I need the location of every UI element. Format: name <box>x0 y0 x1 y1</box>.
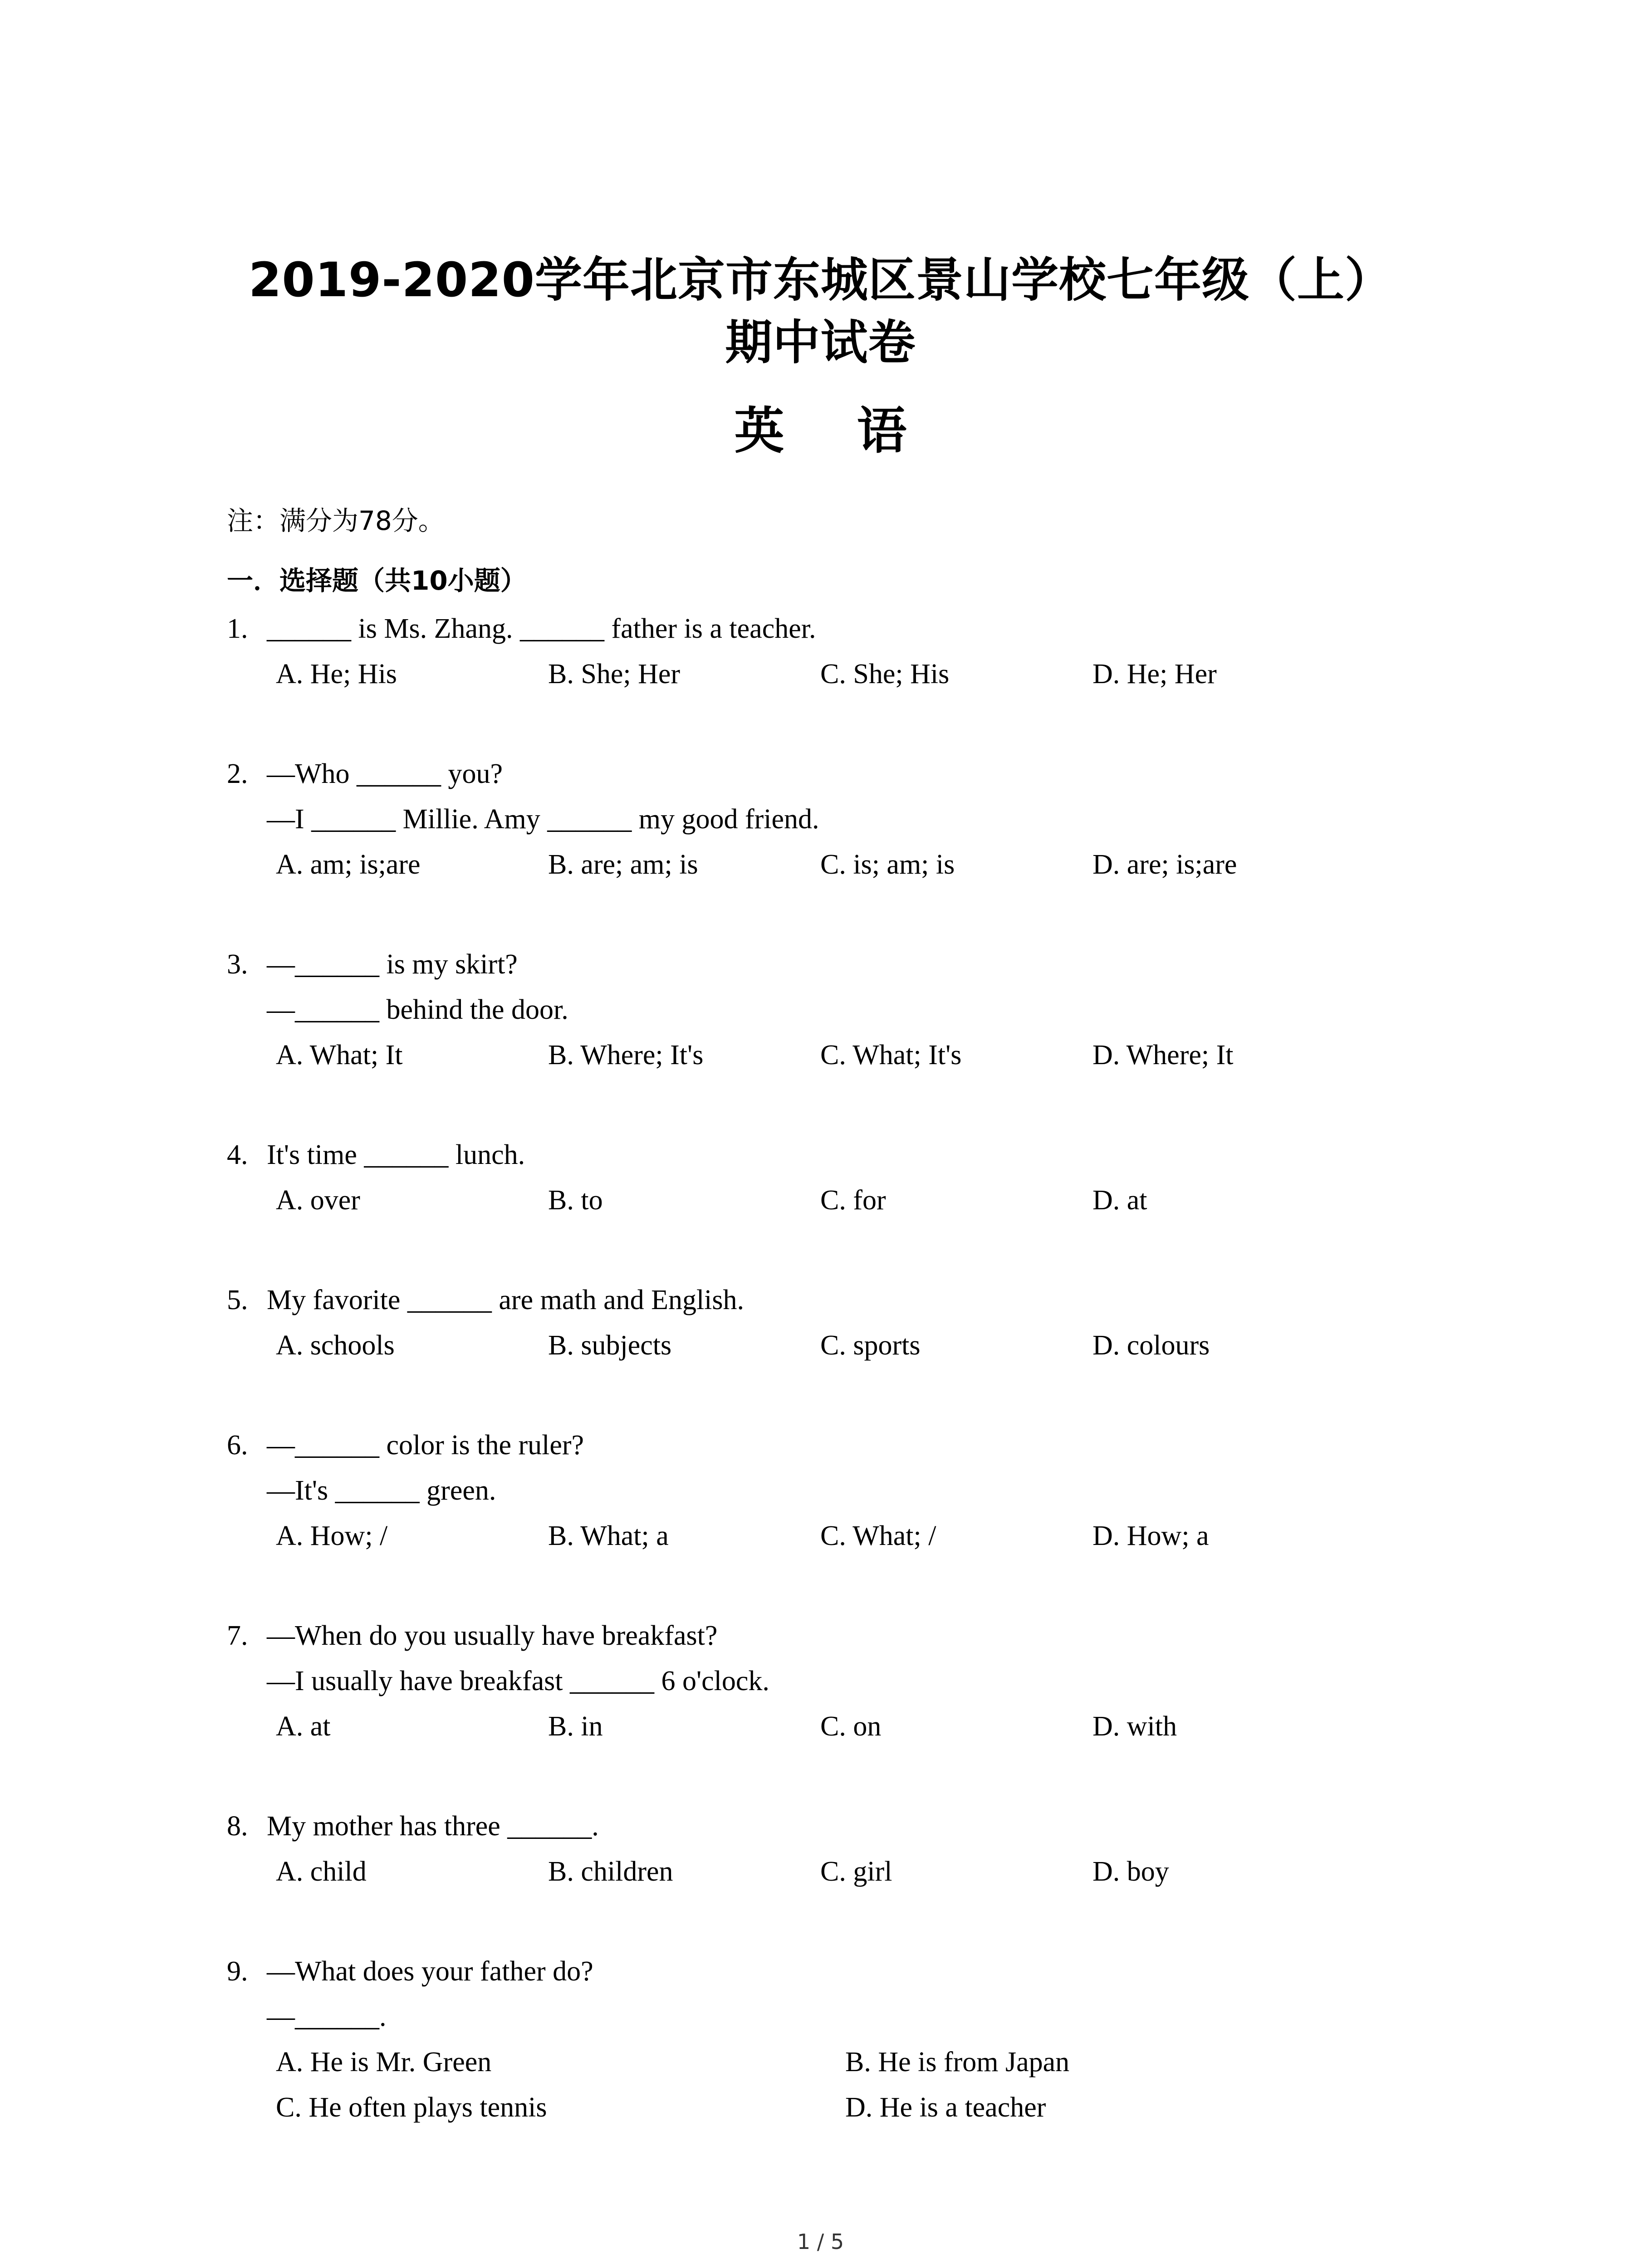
option-c: C. He often plays tennis <box>276 2092 547 2123</box>
option-c: C. is; am; is <box>820 849 955 880</box>
question-number: 9. <box>227 1956 248 1987</box>
question-number: 8. <box>227 1811 248 1842</box>
option-d: D. Where; It <box>1092 1040 1234 1070</box>
question-stem-line-2: —______. <box>267 2001 387 2032</box>
option-b: B. Where; It's <box>548 1040 704 1070</box>
question-number: 7. <box>227 1620 248 1651</box>
option-d: D. He; Her <box>1092 659 1217 689</box>
option-b: B. He is from Japan <box>845 2047 1070 2077</box>
option-d: D. at <box>1092 1185 1147 1216</box>
option-b: B. She; Her <box>548 659 681 689</box>
subject-char-2: 语 <box>857 402 907 460</box>
subject-char-1: 英 <box>734 402 784 460</box>
option-b: B. in <box>548 1711 603 1742</box>
option-d: D. with <box>1092 1711 1177 1742</box>
question-stem-line-2: —It's ______ green. <box>267 1475 496 1506</box>
page-number: 1 / 5 <box>797 2229 844 2254</box>
subject-heading <box>0 399 1641 463</box>
option-a: A. He is Mr. Green <box>276 2047 492 2077</box>
option-c: C. for <box>820 1185 886 1216</box>
question-stem: It's time ______ lunch. <box>267 1139 525 1170</box>
option-c: C. What; It's <box>820 1040 962 1070</box>
question-number: 5. <box>227 1285 248 1315</box>
option-b: B. to <box>548 1185 603 1216</box>
option-a: A. What; It <box>276 1040 403 1070</box>
option-d: D. boy <box>1092 1856 1169 1887</box>
option-d: D. colours <box>1092 1330 1210 1361</box>
option-c: C. She; His <box>820 659 950 689</box>
option-d: D. How; a <box>1092 1520 1209 1551</box>
option-c: C. What; / <box>820 1520 936 1551</box>
option-a: A. child <box>276 1856 367 1887</box>
question-number: 2. <box>227 758 248 789</box>
exam-title: 2019-2020学年北京市东城区景山学校七年级（上）期中试卷 <box>248 252 1393 370</box>
question-number: 4. <box>227 1139 248 1170</box>
option-a: A. over <box>276 1185 360 1216</box>
option-b: B. What; a <box>548 1520 669 1551</box>
option-a: A. schools <box>276 1330 395 1361</box>
option-d: D. He is a teacher <box>845 2092 1046 2123</box>
question-stem-line-2: —I ______ Millie. Amy ______ my good friend. <box>267 804 819 835</box>
option-d: D. are; is;are <box>1092 849 1237 880</box>
option-c: C. on <box>820 1711 882 1742</box>
question-stem: —Who ______ you? <box>267 758 503 789</box>
question-stem: —When do you usually have breakfast? <box>267 1620 718 1651</box>
question-stem: —______ is my skirt? <box>267 949 518 980</box>
option-a: A. at <box>276 1711 331 1742</box>
question-stem: —What does your father do? <box>267 1956 593 1987</box>
question-number: 6. <box>227 1430 248 1461</box>
question-number: 3. <box>227 949 248 980</box>
score-note: 注：满分为78分。 <box>227 505 445 536</box>
option-b: B. children <box>548 1856 673 1887</box>
question-stem: My favorite ______ are math and English. <box>267 1285 745 1315</box>
section-heading: 一．选择题（共10小题） <box>227 565 527 596</box>
option-a: A. He; His <box>276 659 397 689</box>
question-stem: ______ is Ms. Zhang. ______ father is a teacher. <box>267 613 816 644</box>
question-stem: My mother has three ______. <box>267 1811 599 1842</box>
question-stem-line-2: —______ behind the door. <box>267 994 568 1025</box>
option-b: B. are; am; is <box>548 849 698 880</box>
option-c: C. sports <box>820 1330 921 1361</box>
option-a: A. am; is;are <box>276 849 421 880</box>
question-number: 1. <box>227 613 248 644</box>
option-c: C. girl <box>820 1856 892 1887</box>
option-a: A. How; / <box>276 1520 388 1551</box>
option-b: B. subjects <box>548 1330 672 1361</box>
question-stem: —______ color is the ruler? <box>267 1430 584 1461</box>
question-stem-line-2: —I usually have breakfast ______ 6 o'clock. <box>267 1666 769 1696</box>
